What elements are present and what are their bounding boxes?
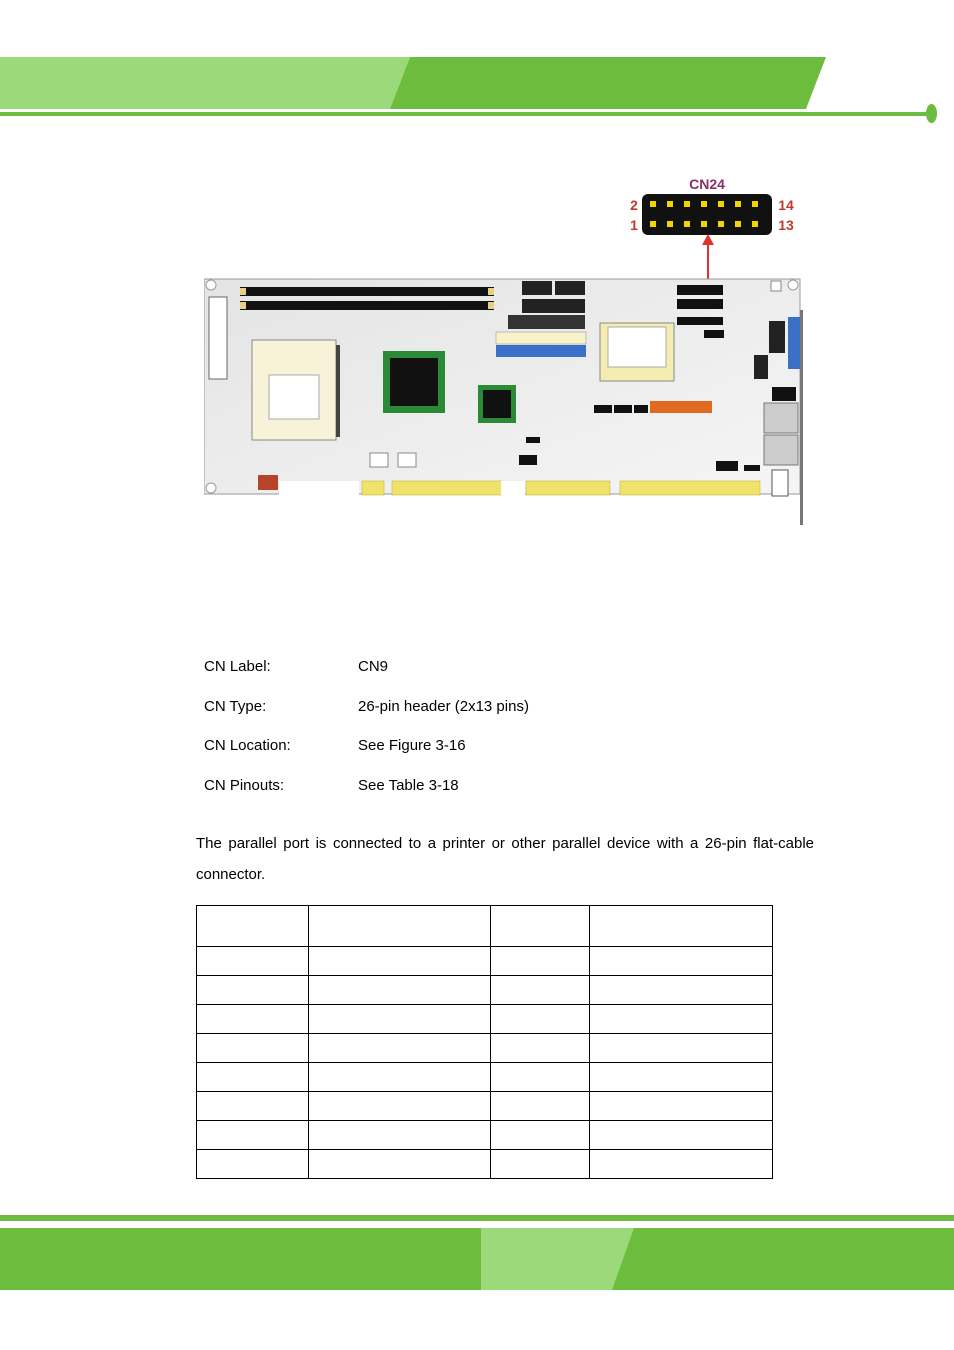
spec-label-cn-pinouts: CN Pinouts:: [204, 777, 285, 794]
spec-value-cn-label: CN9: [358, 658, 389, 675]
spec-value-cn-type: 26-pin header (2x13 pins): [358, 698, 529, 715]
cn24-header-zoom: [642, 194, 772, 235]
table-row: [197, 947, 773, 976]
paragraph-line-1: The parallel port is connected to a printer or other parallel device with a 26-pin flat-cable: [196, 835, 814, 852]
board-figure: [204, 175, 834, 530]
header-rule-end: [926, 104, 937, 123]
footer-band: [0, 1228, 954, 1290]
pin-label-1: 1: [630, 217, 638, 233]
table-row: [197, 1034, 773, 1063]
spec-value-cn-pinouts: See Table 3-18: [358, 777, 459, 794]
table-row: [197, 1092, 773, 1121]
table-header-row: [197, 906, 773, 947]
table-row: [197, 1150, 773, 1179]
footer-rule: [0, 1215, 954, 1221]
pin-label-14: 14: [778, 197, 794, 213]
table-row: [197, 1063, 773, 1092]
header-rule: [0, 112, 930, 116]
pointer-arrow: [702, 234, 714, 245]
pin-label-13: 13: [778, 217, 794, 233]
header-band: [0, 57, 954, 109]
pin-label-2: 2: [630, 197, 638, 213]
spec-label-cn-type: CN Type:: [204, 698, 267, 715]
description-paragraph: [196, 828, 814, 890]
pinout-table: [196, 905, 773, 1179]
table-row: [197, 1121, 773, 1150]
table-row: [197, 976, 773, 1005]
paragraph-line-2: connector.: [196, 866, 266, 883]
cn24-label: CN24: [689, 176, 725, 192]
spec-value-cn-location: See Figure 3-16: [358, 737, 466, 754]
spec-label-cn-label: CN Label:: [204, 658, 271, 675]
table-row: [197, 1005, 773, 1034]
spec-label-cn-location: CN Location:: [204, 737, 291, 754]
